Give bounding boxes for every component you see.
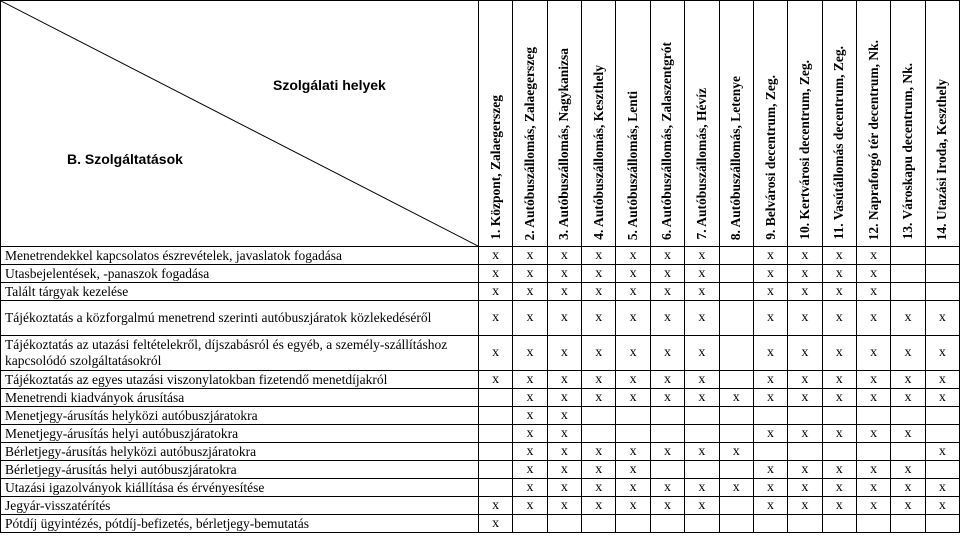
availability-mark: x: [650, 389, 684, 407]
availability-mark: x: [788, 461, 822, 479]
availability-mark: x: [616, 265, 650, 283]
availability-mark: x: [685, 336, 719, 371]
availability-mark: x: [788, 265, 822, 283]
availability-mark: x: [513, 497, 547, 515]
empty-cell: [650, 515, 684, 533]
availability-mark: x: [616, 461, 650, 479]
availability-mark: x: [685, 247, 719, 265]
empty-cell: [925, 461, 959, 479]
availability-mark: x: [822, 247, 856, 265]
service-label: Tájékoztatás az utazási feltételekről, díjszabásról és egyéb, a személy-szállításhoz kapcsolódó szolgáltatásokról: [1, 336, 479, 371]
availability-mark: x: [822, 336, 856, 371]
empty-cell: [788, 407, 822, 425]
location-column-label: 13. Városkapu decentrum, Nk.: [899, 63, 915, 240]
availability-mark: x: [547, 407, 581, 425]
service-label: Jegyár-visszatérítés: [1, 497, 479, 515]
availability-mark: x: [616, 479, 650, 497]
service-label: Utasbejelentések, -panaszok fogadása: [1, 265, 479, 283]
table-row: [1, 389, 960, 407]
empty-cell: [513, 515, 547, 533]
location-column-header: [513, 1, 547, 247]
availability-mark: x: [788, 371, 822, 389]
availability-mark: x: [856, 283, 890, 301]
empty-cell: [719, 497, 753, 515]
availability-mark: x: [582, 336, 616, 371]
empty-cell: [788, 515, 822, 533]
services-heading: B. Szolgáltatások: [67, 151, 183, 167]
empty-cell: [891, 515, 925, 533]
service-label: Utazási igazolványok kiállítása és érvényesítése: [1, 479, 479, 497]
availability-mark: x: [616, 336, 650, 371]
availability-mark: x: [891, 425, 925, 443]
empty-cell: [719, 301, 753, 336]
availability-mark: x: [513, 247, 547, 265]
availability-mark: x: [582, 461, 616, 479]
availability-mark: x: [925, 336, 959, 371]
availability-mark: x: [685, 371, 719, 389]
empty-cell: [822, 515, 856, 533]
availability-mark: x: [650, 479, 684, 497]
empty-cell: [616, 425, 650, 443]
availability-mark: x: [891, 497, 925, 515]
availability-mark: x: [753, 461, 787, 479]
availability-mark: x: [719, 389, 753, 407]
availability-mark: x: [616, 371, 650, 389]
empty-cell: [685, 407, 719, 425]
availability-mark: x: [547, 461, 581, 479]
service-label: Menetrendekkel kapcsolatos észrevételek, javaslatok fogadása: [1, 247, 479, 265]
empty-cell: [719, 515, 753, 533]
table-row: [1, 443, 960, 461]
availability-mark: x: [788, 247, 822, 265]
availability-mark: x: [685, 443, 719, 461]
table-row: [1, 425, 960, 443]
availability-mark: x: [513, 461, 547, 479]
availability-mark: x: [856, 301, 890, 336]
availability-mark: x: [856, 371, 890, 389]
location-column-label: 2. Autóbuszállomás, Zalaegerszeg: [522, 46, 538, 240]
availability-mark: x: [856, 336, 890, 371]
availability-mark: x: [650, 336, 684, 371]
availability-mark: x: [822, 479, 856, 497]
empty-cell: [822, 443, 856, 461]
table-row: [1, 479, 960, 497]
availability-mark: x: [479, 336, 513, 371]
location-column-header: [719, 1, 753, 247]
empty-cell: [479, 389, 513, 407]
empty-cell: [719, 265, 753, 283]
empty-cell: [891, 247, 925, 265]
service-label: Talált tárgyak kezelése: [1, 283, 479, 301]
service-label: Pótdíj ügyintézés, pótdíj-befizetés, bérletjegy-bemutatás: [1, 515, 479, 533]
table-body: [1, 247, 960, 533]
availability-mark: x: [582, 247, 616, 265]
empty-cell: [479, 461, 513, 479]
location-column-header: [547, 1, 581, 247]
availability-mark: x: [925, 301, 959, 336]
availability-mark: x: [856, 247, 890, 265]
empty-cell: [479, 425, 513, 443]
empty-cell: [891, 265, 925, 283]
availability-mark: x: [513, 371, 547, 389]
availability-mark: x: [547, 301, 581, 336]
availability-mark: x: [822, 265, 856, 283]
empty-cell: [719, 461, 753, 479]
availability-mark: x: [685, 479, 719, 497]
empty-cell: [685, 515, 719, 533]
empty-cell: [685, 425, 719, 443]
availability-mark: x: [822, 389, 856, 407]
availability-mark: x: [616, 301, 650, 336]
availability-mark: x: [513, 389, 547, 407]
empty-cell: [479, 443, 513, 461]
empty-cell: [788, 443, 822, 461]
availability-mark: x: [582, 389, 616, 407]
service-label: Bérletjegy-árusítás helyközi autóbuszjáratokra: [1, 443, 479, 461]
availability-mark: x: [822, 301, 856, 336]
availability-mark: x: [582, 265, 616, 283]
availability-mark: x: [650, 443, 684, 461]
location-column-header: [650, 1, 684, 247]
availability-mark: x: [650, 371, 684, 389]
empty-cell: [547, 515, 581, 533]
empty-cell: [856, 515, 890, 533]
availability-mark: x: [753, 336, 787, 371]
availability-mark: x: [925, 497, 959, 515]
availability-mark: x: [582, 479, 616, 497]
service-label: Menetjegy-árusítás helyi autóbuszjáratokra: [1, 425, 479, 443]
empty-cell: [753, 407, 787, 425]
location-column-header: [685, 1, 719, 247]
location-column-label: 11. Vasútállomás decentrum, Zeg.: [831, 46, 847, 240]
location-column-header: [856, 1, 890, 247]
availability-mark: x: [513, 407, 547, 425]
empty-cell: [925, 265, 959, 283]
availability-mark: x: [547, 389, 581, 407]
availability-mark: x: [685, 389, 719, 407]
service-label: Menetjegy-árusítás helyközi autóbuszjáratokra: [1, 407, 479, 425]
empty-cell: [616, 515, 650, 533]
availability-mark: x: [650, 497, 684, 515]
availability-mark: x: [753, 247, 787, 265]
availability-mark: x: [822, 283, 856, 301]
availability-mark: x: [582, 371, 616, 389]
availability-mark: x: [788, 336, 822, 371]
availability-mark: x: [753, 389, 787, 407]
availability-mark: x: [753, 371, 787, 389]
availability-mark: x: [616, 443, 650, 461]
availability-mark: x: [753, 265, 787, 283]
empty-cell: [719, 283, 753, 301]
location-column-header: [788, 1, 822, 247]
availability-mark: x: [582, 443, 616, 461]
availability-mark: x: [479, 265, 513, 283]
empty-cell: [925, 425, 959, 443]
empty-cell: [479, 479, 513, 497]
empty-cell: [650, 461, 684, 479]
empty-cell: [616, 407, 650, 425]
availability-mark: x: [650, 265, 684, 283]
empty-cell: [479, 407, 513, 425]
location-column-header: [479, 1, 513, 247]
location-column-header: [822, 1, 856, 247]
table-row: [1, 371, 960, 389]
availability-mark: x: [547, 479, 581, 497]
availability-mark: x: [856, 389, 890, 407]
empty-cell: [925, 283, 959, 301]
availability-mark: x: [616, 283, 650, 301]
availability-mark: x: [891, 461, 925, 479]
availability-mark: x: [925, 443, 959, 461]
availability-mark: x: [719, 479, 753, 497]
table-row: [1, 497, 960, 515]
availability-mark: x: [891, 301, 925, 336]
availability-mark: x: [822, 461, 856, 479]
availability-mark: x: [753, 479, 787, 497]
availability-mark: x: [856, 265, 890, 283]
availability-mark: x: [513, 443, 547, 461]
availability-mark: x: [479, 371, 513, 389]
corner-header-cell: [1, 1, 479, 247]
empty-cell: [582, 515, 616, 533]
location-column-header: [891, 1, 925, 247]
service-label: Menetrendi kiadványok árusítása: [1, 389, 479, 407]
availability-mark: x: [685, 497, 719, 515]
availability-mark: x: [822, 425, 856, 443]
service-label: Bérletjegy-árusítás helyi autóbuszjáratokra: [1, 461, 479, 479]
availability-mark: x: [513, 479, 547, 497]
availability-mark: x: [547, 283, 581, 301]
availability-mark: x: [616, 389, 650, 407]
empty-cell: [891, 407, 925, 425]
location-column-label: 3. Autóbuszállomás, Nagykanizsa: [556, 47, 572, 240]
availability-mark: x: [685, 283, 719, 301]
empty-cell: [856, 407, 890, 425]
availability-mark: x: [479, 515, 513, 533]
location-column-label: 4. Autóbuszállomás, Keszthely: [590, 65, 606, 240]
service-label: Tájékoztatás a közforgalmú menetrend szerinti autóbuszjáratok közlekedéséről: [1, 301, 479, 336]
location-column-header: [616, 1, 650, 247]
availability-mark: x: [788, 497, 822, 515]
availability-mark: x: [891, 389, 925, 407]
empty-cell: [719, 247, 753, 265]
availability-mark: x: [582, 301, 616, 336]
availability-mark: x: [616, 497, 650, 515]
location-column-label: 10. Kertvárosi decentrum, Zeg.: [796, 60, 812, 240]
availability-mark: x: [582, 497, 616, 515]
availability-mark: x: [479, 301, 513, 336]
table-row: [1, 461, 960, 479]
availability-mark: x: [891, 479, 925, 497]
availability-mark: x: [925, 389, 959, 407]
service-label: Tájékoztatás az egyes utazási viszonylatokban fizetendő menetdíjakról: [1, 371, 479, 389]
location-column-label: 9. Belvárosi decentrum, Zeg.: [762, 75, 778, 240]
table-row: [1, 265, 960, 283]
empty-cell: [891, 283, 925, 301]
empty-cell: [719, 336, 753, 371]
location-column-label: 5. Autóbuszállomás, Lenti: [625, 90, 641, 240]
location-column-header: [925, 1, 959, 247]
availability-mark: x: [788, 479, 822, 497]
location-column-label: 14. Utazási Iroda, Keszthely: [934, 78, 950, 240]
availability-mark: x: [719, 443, 753, 461]
availability-mark: x: [547, 497, 581, 515]
empty-cell: [925, 407, 959, 425]
empty-cell: [719, 371, 753, 389]
empty-cell: [650, 407, 684, 425]
availability-mark: x: [479, 497, 513, 515]
empty-cell: [925, 515, 959, 533]
availability-mark: x: [788, 283, 822, 301]
availability-mark: x: [685, 301, 719, 336]
empty-cell: [650, 425, 684, 443]
location-column-header: [753, 1, 787, 247]
availability-mark: x: [616, 247, 650, 265]
availability-mark: x: [650, 247, 684, 265]
location-column-label: 7. Autóbuszállomás, Hévíz: [693, 88, 709, 240]
availability-mark: x: [582, 283, 616, 301]
availability-mark: x: [513, 283, 547, 301]
availability-mark: x: [788, 425, 822, 443]
availability-mark: x: [822, 371, 856, 389]
empty-cell: [822, 407, 856, 425]
availability-mark: x: [753, 283, 787, 301]
availability-mark: x: [513, 301, 547, 336]
location-column-label: 12. Napraforgó tér decentrum, Nk.: [865, 39, 881, 240]
table-row: [1, 283, 960, 301]
header-row: [1, 1, 960, 247]
availability-mark: x: [513, 425, 547, 443]
availability-mark: x: [650, 283, 684, 301]
location-column-label: 1. Központ, Zalaegerszeg: [487, 95, 503, 240]
empty-cell: [753, 443, 787, 461]
table-row: [1, 247, 960, 265]
empty-cell: [891, 443, 925, 461]
empty-cell: [582, 407, 616, 425]
empty-cell: [719, 425, 753, 443]
table-row: [1, 301, 960, 336]
availability-mark: x: [547, 247, 581, 265]
table-row: [1, 336, 960, 371]
location-column-label: 8. Autóbuszállomás, Letenye: [728, 75, 744, 240]
availability-mark: x: [547, 336, 581, 371]
availability-mark: x: [753, 425, 787, 443]
empty-cell: [685, 461, 719, 479]
availability-mark: x: [856, 479, 890, 497]
availability-mark: x: [753, 301, 787, 336]
table-row: [1, 515, 960, 533]
availability-mark: x: [856, 497, 890, 515]
availability-mark: x: [891, 336, 925, 371]
table-row: [1, 407, 960, 425]
availability-mark: x: [925, 371, 959, 389]
availability-mark: x: [925, 479, 959, 497]
availability-mark: x: [479, 283, 513, 301]
availability-mark: x: [788, 301, 822, 336]
empty-cell: [753, 515, 787, 533]
availability-mark: x: [650, 301, 684, 336]
empty-cell: [719, 407, 753, 425]
diagonal-divider: [1, 1, 478, 246]
availability-mark: x: [547, 425, 581, 443]
availability-mark: x: [547, 443, 581, 461]
availability-mark: x: [513, 265, 547, 283]
availability-mark: x: [513, 336, 547, 371]
availability-mark: x: [788, 389, 822, 407]
location-column-header: [582, 1, 616, 247]
availability-mark: x: [547, 265, 581, 283]
availability-mark: x: [856, 425, 890, 443]
empty-cell: [856, 443, 890, 461]
availability-mark: x: [479, 247, 513, 265]
availability-mark: x: [547, 371, 581, 389]
availability-mark: x: [891, 371, 925, 389]
availability-mark: x: [856, 461, 890, 479]
empty-cell: [582, 425, 616, 443]
empty-cell: [925, 247, 959, 265]
availability-mark: x: [822, 497, 856, 515]
service-locations-heading: Szolgálati helyek: [273, 77, 386, 93]
availability-mark: x: [753, 497, 787, 515]
availability-mark: x: [685, 265, 719, 283]
location-column-label: 6. Autóbuszállomás, Zalaszentgrót: [659, 41, 675, 240]
